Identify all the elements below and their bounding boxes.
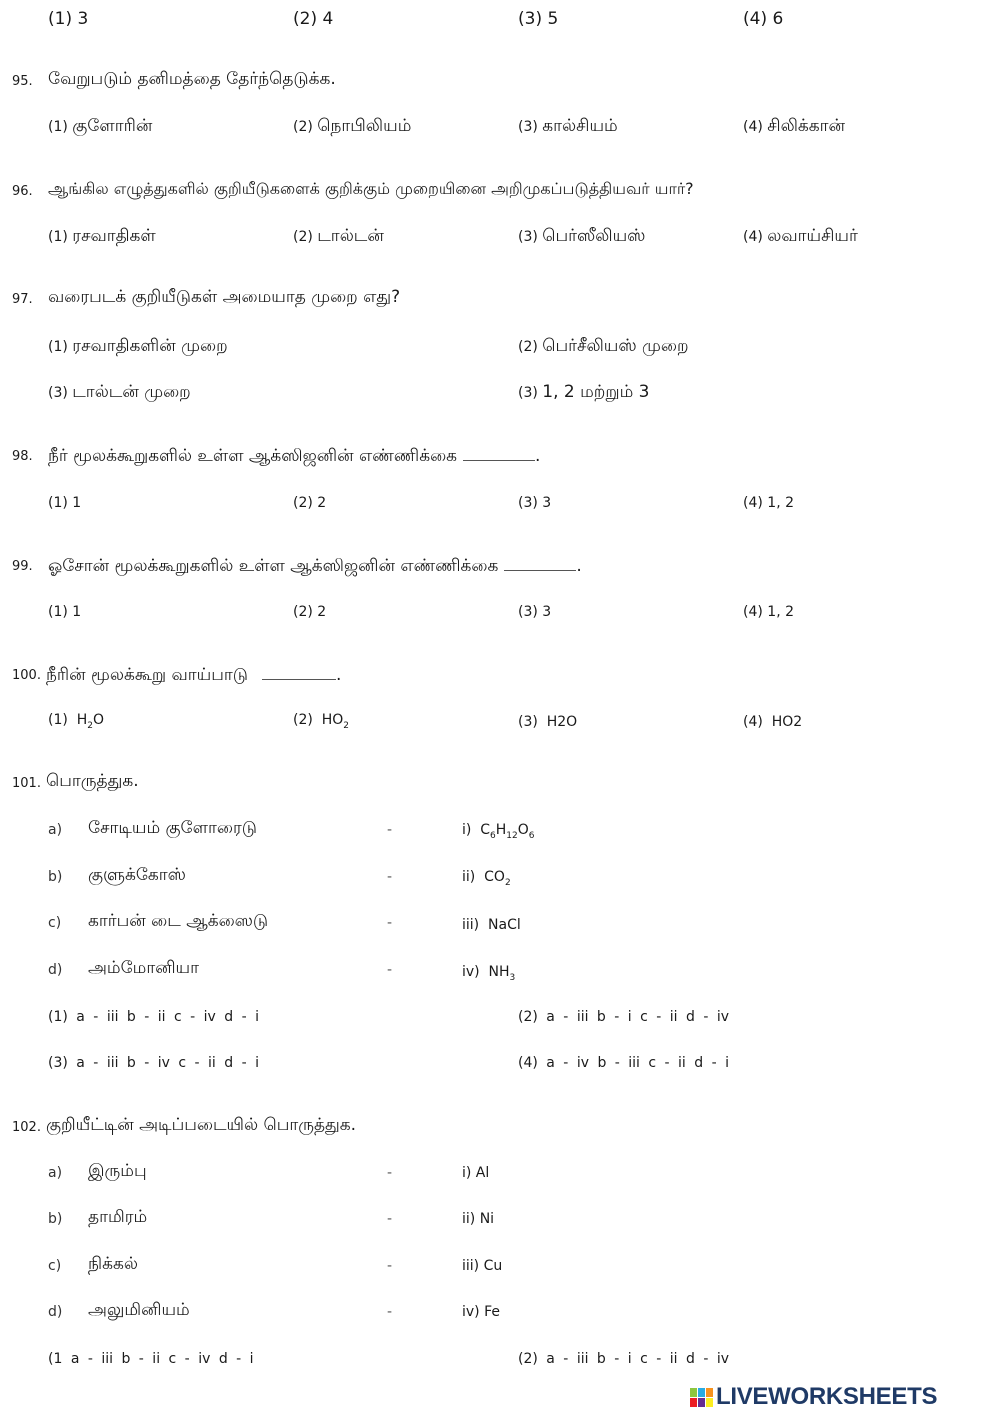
q99-number: 99. bbox=[12, 559, 33, 574]
q99-option-3: (3) 3 bbox=[518, 604, 552, 620]
q96-number: 96. bbox=[12, 184, 33, 199]
q101-answer-2: (2) a - iii b - i c - ii d - iv bbox=[518, 1009, 730, 1025]
q100-number: 100. bbox=[12, 668, 41, 683]
q101-letter-c: c) bbox=[48, 915, 62, 931]
q102-letter-b: b) bbox=[48, 1211, 63, 1227]
q99-option-2: (2) 2 bbox=[293, 604, 327, 620]
q102-dash-a: - bbox=[387, 1165, 393, 1181]
q99-option-1: (1) 1 bbox=[48, 604, 82, 620]
q102-dash-b: - bbox=[387, 1211, 393, 1227]
q102-right-iii: iii) Cu bbox=[462, 1258, 503, 1274]
q102-letter-c: c) bbox=[48, 1258, 62, 1274]
q102-left-c: நிக்கல் bbox=[88, 1254, 138, 1274]
q100-option-2: (2) $HO_2$ bbox=[293, 712, 350, 731]
q101-answer-4: (4) a - iv b - iii c - ii d - i bbox=[518, 1055, 730, 1071]
q99-text: ஓசோன் மூலக்கூறுகளில் உள்ள ஆக்ஸிஜனின் எண்ணிக்கை . bbox=[48, 556, 582, 576]
q96-option-4: (4) லவாய்சியர் bbox=[743, 226, 858, 246]
q99-blank[interactable] bbox=[504, 556, 576, 571]
q102-answer-2: (2) a - iii b - i c - ii d - iv bbox=[518, 1351, 730, 1367]
q101-letter-b: b) bbox=[48, 869, 63, 885]
q97-number: 97. bbox=[12, 292, 33, 307]
q101-number: 101. bbox=[12, 776, 41, 791]
q102-right-ii: ii) Ni bbox=[462, 1211, 495, 1227]
top-option-4: (4) 6 bbox=[743, 9, 784, 29]
q102-number: 102. bbox=[12, 1120, 41, 1135]
q102-right-i: i) Al bbox=[462, 1165, 490, 1181]
top-option-3: (3) 5 bbox=[518, 9, 559, 29]
q96-option-2: (2) டால்டன் bbox=[293, 226, 384, 246]
q97-option-3: (3) டால்டன் முறை bbox=[48, 382, 191, 402]
q101-dash-a: - bbox=[387, 822, 393, 838]
q95-option-1: (1) குளோரின் bbox=[48, 116, 153, 136]
q96-option-3: (3) பெர்ஸீலியஸ் bbox=[518, 226, 646, 246]
q102-dash-c: - bbox=[387, 1258, 393, 1274]
q102-left-b: தாமிரம் bbox=[88, 1207, 148, 1227]
q102-letter-a: a) bbox=[48, 1165, 63, 1181]
liveworksheets-logo[interactable] bbox=[690, 1383, 938, 1410]
q97-option-2: (2) பெர்சீலியஸ் முறை bbox=[518, 336, 689, 356]
q101-answer-1: (1) a - iii b - ii c - iv d - i bbox=[48, 1009, 260, 1025]
logo-text: LIVEWORKSHEETS bbox=[716, 1383, 938, 1410]
q98-option-1: (1) 1 bbox=[48, 495, 82, 511]
q101-dash-b: - bbox=[387, 869, 393, 885]
q101-answer-3: (3) a - iii b - iv c - ii d - i bbox=[48, 1055, 260, 1071]
q101-left-c: கார்பன் டை ஆக்ஸைடு bbox=[88, 911, 269, 931]
q99-option-4: (4) 1, 2 bbox=[743, 604, 794, 620]
q101-text: பொருத்துக. bbox=[46, 771, 139, 791]
logo-mark-icon bbox=[690, 1388, 713, 1407]
q102-dash-d: - bbox=[387, 1304, 393, 1320]
q101-right-ii: ii) $CO_2$ bbox=[462, 869, 511, 888]
q95-option-4: (4) சிலிக்கான் bbox=[743, 116, 846, 136]
q95-number: 95. bbox=[12, 74, 33, 89]
q101-left-d: அம்மோனியா bbox=[88, 958, 199, 978]
q102-answer-1: (1 a - iii b - ii c - iv d - i bbox=[48, 1351, 254, 1367]
q101-right-i: i) $C_6H_{12}O_6$ bbox=[462, 822, 535, 841]
q95-option-3: (3) கால்சியம் bbox=[518, 116, 618, 136]
q98-option-3: (3) 3 bbox=[518, 495, 552, 511]
q95-text: வேறுபடும் தனிமத்தை தேர்ந்தெடுக்க. bbox=[48, 69, 336, 89]
q97-option-1: (1) ரசவாதிகளின் முறை bbox=[48, 336, 228, 356]
q101-right-iii: iii) NaCl bbox=[462, 917, 521, 933]
q97-text: வரைபடக் குறியீடுகள் அமையாத முறை எது? bbox=[48, 287, 401, 307]
q95-option-2: (2) நொபிலியம் bbox=[293, 116, 412, 136]
q100-blank[interactable] bbox=[262, 665, 336, 680]
q102-left-d: அலுமினியம் bbox=[88, 1300, 190, 1320]
q102-text: குறியீட்டின் அடிப்படையில் பொருத்துக. bbox=[46, 1115, 357, 1135]
top-option-1: (1) 3 bbox=[48, 9, 89, 29]
q98-option-4: (4) 1, 2 bbox=[743, 495, 794, 511]
q101-left-a: சோடியம் குளோரைடு bbox=[88, 818, 257, 838]
q102-letter-d: d) bbox=[48, 1304, 63, 1320]
q101-letter-d: d) bbox=[48, 962, 63, 978]
q101-dash-c: - bbox=[387, 915, 393, 931]
q100-text: நீரின் மூலக்கூறு வாய்பாடு . bbox=[46, 665, 342, 685]
q98-number: 98. bbox=[12, 449, 33, 464]
q98-option-2: (2) 2 bbox=[293, 495, 327, 511]
top-option-2: (2) 4 bbox=[293, 9, 334, 29]
q97-option-4: (3) 1, 2 மற்றும் 3 bbox=[518, 382, 650, 402]
q100-option-1: (1) $H_2O$ bbox=[48, 712, 105, 731]
q101-letter-a: a) bbox=[48, 822, 63, 838]
q96-option-1: (1) ரசவாதிகள் bbox=[48, 226, 156, 246]
q100-option-4: (4) HO2 bbox=[743, 714, 803, 730]
q102-left-a: இரும்பு bbox=[88, 1161, 147, 1181]
q102-right-iv: iv) Fe bbox=[462, 1304, 500, 1320]
q101-left-b: குளுக்கோஸ் bbox=[88, 865, 186, 885]
q96-text: ஆங்கில எழுத்துகளில் குறியீடுகளைக் குறிக்கும் முறையினை அறிமுகப்படுத்தியவர் யார்? bbox=[48, 179, 694, 198]
q101-dash-d: - bbox=[387, 962, 393, 978]
q100-option-3: (3) H2O bbox=[518, 714, 578, 730]
q98-text: நீர் மூலக்கூறுகளில் உள்ள ஆக்ஸிஜனின் எண்ணிக்கை . bbox=[48, 446, 541, 466]
q98-blank[interactable] bbox=[463, 446, 535, 461]
q101-right-iv: iv) $NH_3$ bbox=[462, 964, 516, 984]
